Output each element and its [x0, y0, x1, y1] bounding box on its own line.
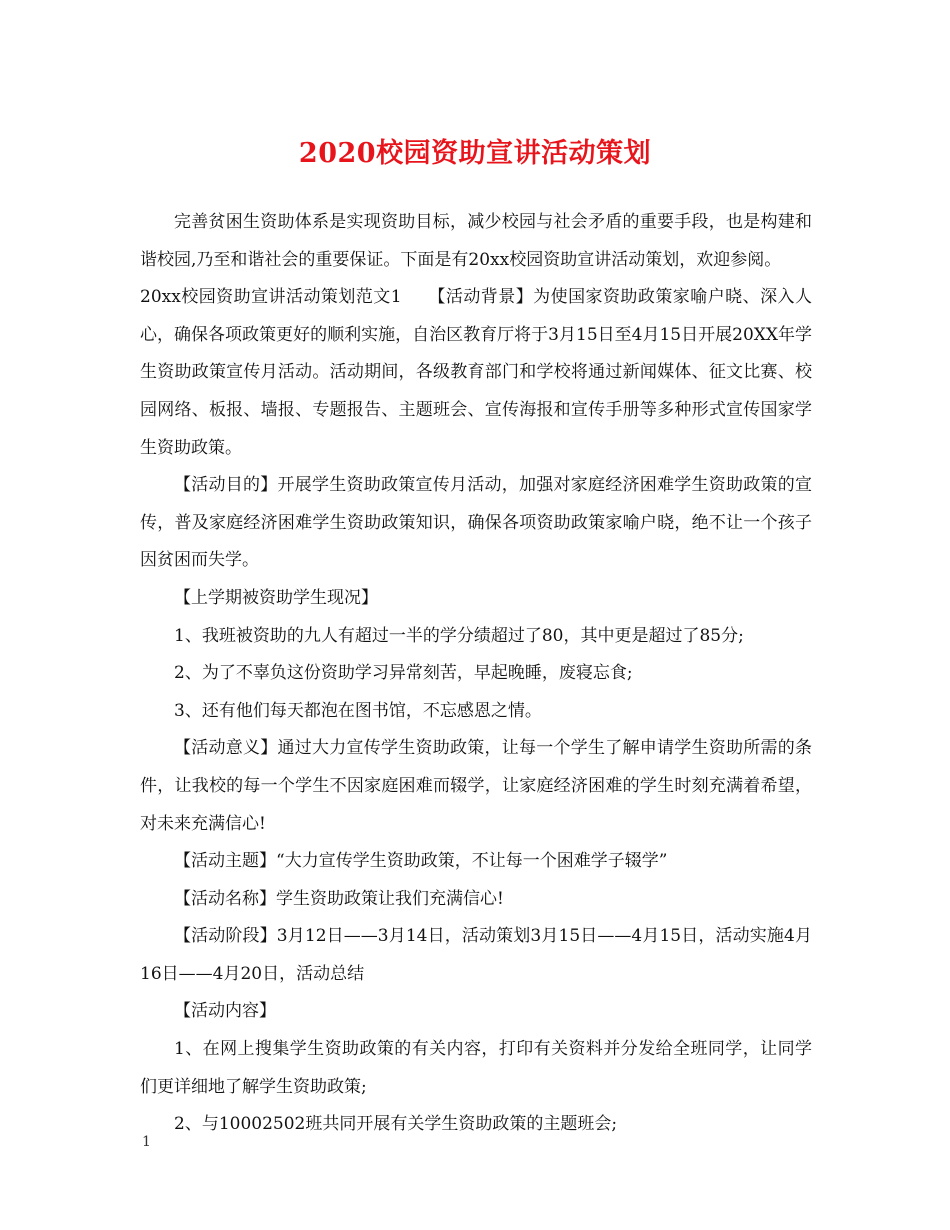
document-body: [140, 204, 812, 1144]
paragraph-intro: 完善贫困生资助体系是实现资助目标，减少校园与社会矛盾的重要手段，也是构建和谐校园,乃至和谐社会的重要保证。下面是有20xx校园资助宣讲活动策划，欢迎参阅。: [140, 212, 812, 270]
paragraph-status-heading: 【上学期被资助学生现况】: [174, 587, 378, 608]
paragraph-content-item-1: 1、在网上搜集学生资助政策的有关内容，打印有关资料并分发给全班同学，让同学们更详细地了解学生资助政策;: [140, 1039, 812, 1097]
paragraph-purpose: 【活动目的】开展学生资助政策宣传月活动，加强对家庭经济困难学生资助政策的宣传，普及家庭经济困难学生资助政策知识，确保各项资助政策家喻户晓，绝不让一个孩子因贫困而失学。: [140, 475, 812, 571]
document-title: 2020校园资助宣讲活动策划: [298, 138, 652, 169]
paragraph-stages: 【活动阶段】3月12日——3月14日，活动策划3月15日——4月15日，活动实施4月16日——4月20日，活动总结: [140, 926, 812, 984]
page-number: 1: [142, 1134, 151, 1150]
paragraph-name: 【活动名称】学生资助政策让我们充满信心!: [174, 888, 504, 909]
paragraph-significance: 【活动意义】通过大力宣传学生资助政策，让每一个学生了解申请学生资助所需的条件，让我校的每一个学生不因家庭困难而辍学，让家庭经济困难的学生时刻充满着希望，对未来充满信心!: [140, 738, 812, 834]
paragraph-content-item-2: 2、与10002502班共同开展有关学生资助政策的主题班会;: [174, 1114, 618, 1135]
paragraph-status-item-2: 2、为了不辜负这份资助学习异常刻苦，早起晚睡，废寝忘食;: [174, 663, 633, 684]
paragraph-status-item-3: 3、还有他们每天都泡在图书馆，不忘感恩之情。: [174, 700, 542, 721]
paragraph-theme: 【活动主题】“大力宣传学生资助政策，不让每一个困难学子辍学”: [174, 851, 668, 872]
paragraph-content-heading: 【活动内容】: [174, 1001, 276, 1022]
paragraph-status-item-1: 1、我班被资助的九人有超过一半的学分绩超过了80，其中更是超过了85分;: [174, 625, 744, 646]
paragraph-background: 20xx校园资助宣讲活动策划范文1 【活动背景】为使国家资助政策家喻户晓、深入人心，确保各项政策更好的顺利实施，自治区教育厅将于3月15日至4月15日开展20XX年学生资助政策宣传月活动。活动期间，各级教育部门和学校将通过新闻媒体、征文比赛、校园网络、板报、墙报、专题报告、主题班会、宣传海报和宣传手册等多种形式宣传国家学生资助政策。: [140, 287, 812, 458]
